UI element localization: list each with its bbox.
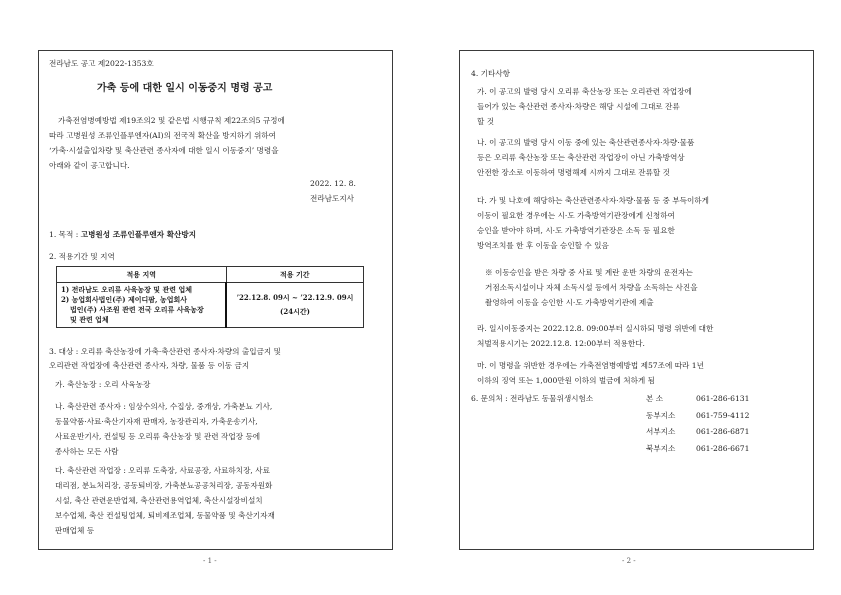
item-na-line: 안전한 장소로 이동하여 명령해제 시까지 그대로 잔류할 것 [477,168,670,177]
item-na-line: 나. 이 공고의 발령 당시 이동 중에 있는 축산관련종사자·차량·물품 [477,138,695,147]
notice-date: 2022. 12. 8. [310,179,356,188]
period-duration: (24시간) [280,307,310,316]
note-line: ※ 이동승인을 받은 차량 중 사료 및 계란 운반 차량의 운전자는 [485,268,693,277]
contact-phone: 061-286-6131 [696,394,750,403]
section-3-line: 오리관련 작업장에 축산관련 종사자, 차량, 물품 등 이동 금지 [49,361,250,370]
intro-line: 따라 고병원성 조류인플루엔자(AI)의 전국적 확산을 방지하기 위하여 [49,131,276,140]
item-da-line: 승인을 받아야 하며, 시·도 가축방역기관장은 소독 등 필요한 [477,226,675,235]
item-da-line: 방역조치를 한 후 이동을 승인할 수 있음 [477,241,609,250]
table-header-area: 적용 지역 [57,267,227,283]
contact-office: 북부지소 [646,444,676,453]
item-ma-line: 이하의 징역 또는 1,000만원 이하의 벌금에 처하게 됨 [477,376,656,385]
notice-number: 전라남도 공고 제2022-1353호 [49,59,154,68]
item-ga-line: 할 것 [477,117,495,126]
section-3-ga: 가. 축산농장 : 오리 사육농장 [55,380,151,389]
contact-phone: 061-286-6671 [696,444,750,453]
section-3-na-line: 종사하는 모든 사람 [55,447,119,456]
table-header-period: 적용 기간 [226,267,364,283]
section-2-label: 2. 적용기간 및 지역 [49,252,115,261]
section-3-na-line: 동물약품·사료·축산기자재 판매자, 농장관리자, 가축운송기사, [55,417,258,426]
area-line: 및 관련 업체 [70,315,109,324]
section-1 [49,230,196,240]
section-3-da-line: 대리점, 분뇨처리장, 공동퇴비장, 가축분뇨공공처리장, 공동자원화 [55,481,273,490]
item-da-line: 이동이 필요한 경우에는 시·도 가축방역기관장에게 신청하여 [477,211,675,220]
contact-phone: 061-759-4112 [696,411,750,420]
section-3-da-line: 판매업체 등 [55,526,95,535]
issuer: 전라남도지사 [310,194,355,203]
intro-line: 아래와 같이 공고합니다. [49,161,130,170]
section-3-da-line: 시설, 축산 관련운반업체, 축산관련용역업체, 축산시설장비설치 [55,496,263,505]
contact-office: 서부지소 [646,427,676,436]
section-1-label: 1. 목적 : [49,230,79,239]
item-ga-line: 들어가 있는 축산관련 종사자·차량은 해당 시설에 그대로 잔류 [477,102,680,111]
area-line: 법인(주) 사조원 관련 전국 오리류 사육농장 [70,305,204,314]
item-ma-line: 마. 이 명령을 위반한 경우에는 가축전염병예방법 제57조에 따라 1년 [477,361,704,370]
section-3-line: 3. 대상 : 오리류 축산농장에 가축·축산관련 종사자·차량의 출입금지 및 [49,347,281,356]
item-ra-line: 라. 일시이동중지는 2022.12.8. 09:00부터 실시하되 명령 위반에 대한 [477,324,714,333]
section-3-na-line: 나. 축산관련 종사자 : 임상수의사, 수집상, 중개상, 가축분뇨 기사, [55,402,273,411]
intro-line: 가축전염병예방법 제19조의2 및 같은법 시행규칙 제22조의5 규정에 [58,116,285,125]
item-na-line: 등은 오리류 축산농장 또는 축산관련 작업장이 아닌 가축방역상 [477,153,685,162]
section-3-da-line: 보수업체, 축산 컨설팅업체, 퇴비제조업체, 동물약품 및 축산기자재 [55,511,275,520]
item-ga-line: 가. 이 공고의 발령 당시 오리류 축산농장 또는 오리관련 작업장에 [477,87,692,96]
area-line: 2) 농업회사법인(주) 제이디팜, 농업회사 [61,295,187,304]
document-page-2 [459,50,814,550]
period-range: ’22.12.8. 09시 ~ ’22.12.9. 09시 [236,293,354,302]
area-line: 1) 전라남도 오리류 사육농장 및 관련 업체 [61,285,192,294]
application-table [56,266,364,328]
note-line: 촬영하여 이동을 승인한 시·도 가축방역기관에 제출 [485,298,654,307]
item-da-line: 다. 가 및 나호에 해당하는 축산관련종사자·차량·물품 등 중 부득이하게 [477,196,709,205]
page-number-2: - 2 - [622,557,636,565]
page-number-1: - 1 - [203,557,217,565]
table-area-cell [57,283,227,328]
contact-phone: 061-286-6871 [696,427,750,436]
section-3-da-line: 다. 축산관련 작업장 : 오리류 도축장, 사료공장, 사료하치장, 사료 [55,466,270,475]
section-1-value: 고병원성 조류인플루엔자 확산방지 [80,230,197,239]
intro-line: ‘가축·시설출입차량 및 축산관련 종사자에 대한 일시 이동중지’ 명령을 [49,146,279,155]
document-page-1 [38,50,393,550]
contact-office: 동부지소 [646,411,676,420]
contact-label: 6. 문의처 : 전라남도 동물위생시험소 [471,394,594,403]
contact-office: 본 소 [646,394,664,403]
section-3-na-line: 사료운반기사, 컨설팅 등 오리류 축산농장 및 관련 작업장 등에 [55,432,261,441]
table-period-cell [226,283,364,328]
item-ra-line: 처벌적용시기는 2022.12.8. 12:00부터 적용한다. [477,339,645,348]
page-title: 가축 등에 대한 일시 이동중지 명령 공고 [97,83,273,94]
section-4-title: 4. 기타사항 [471,69,511,78]
note-line: 거점소독시설이나 자체 소독시설 등에서 차량을 소독하는 사진을 [485,283,698,292]
